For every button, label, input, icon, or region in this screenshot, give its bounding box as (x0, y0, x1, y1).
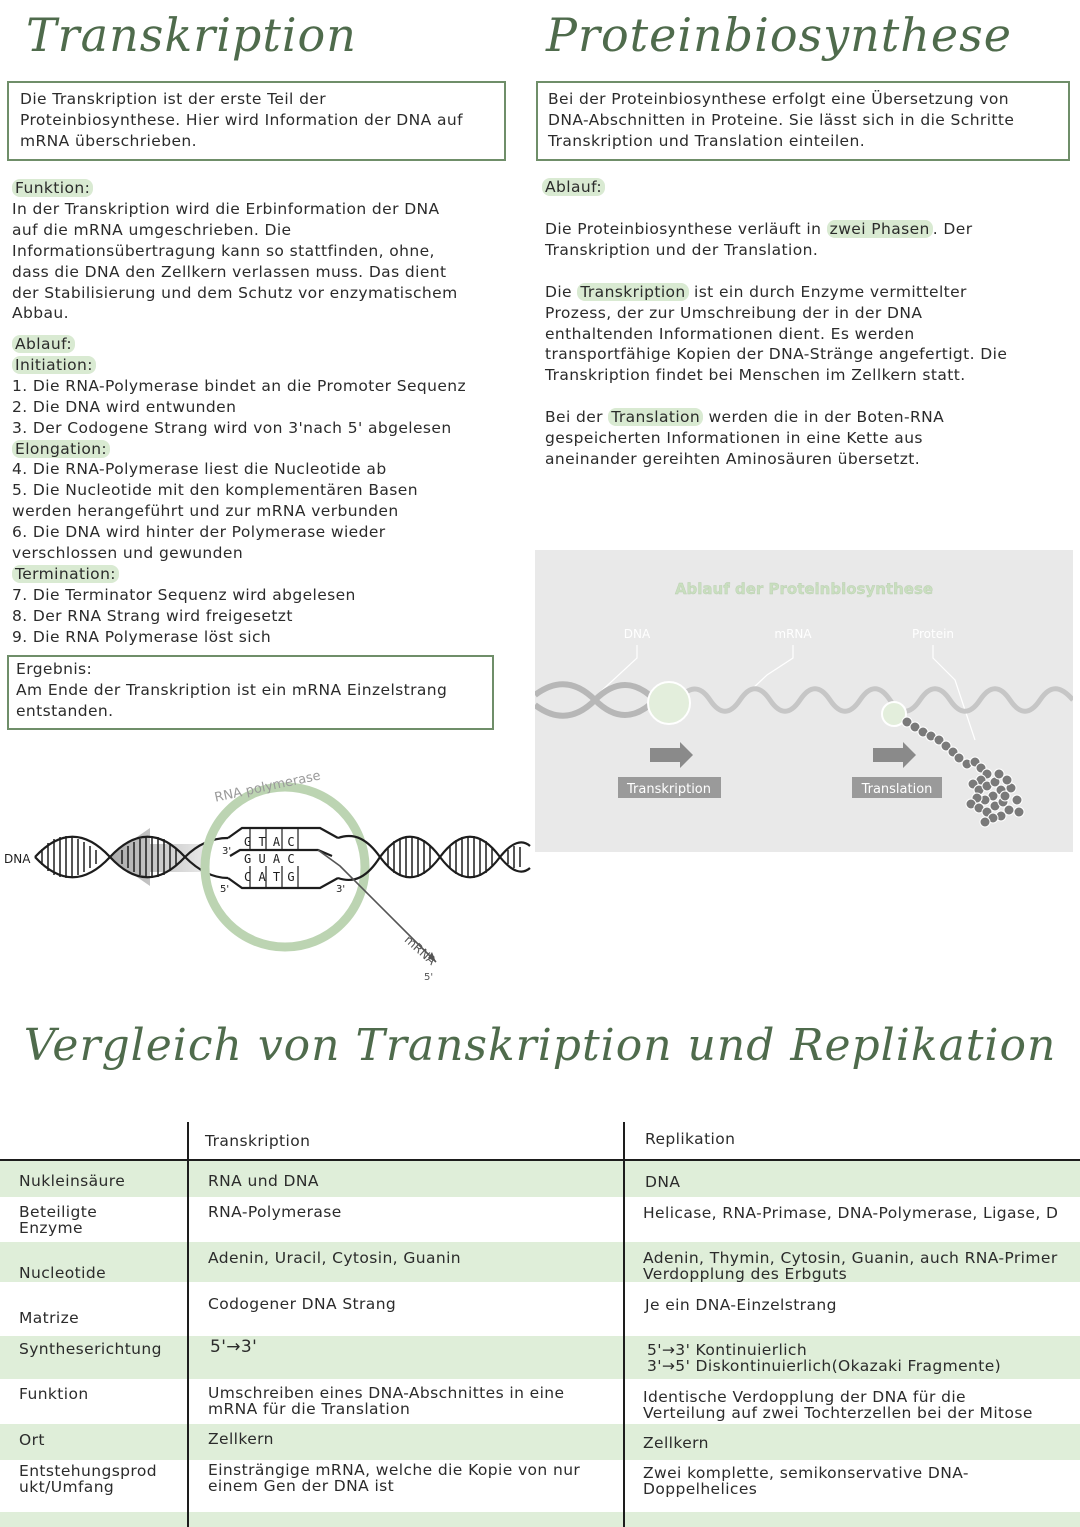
elongation-step: werden herangeführt und zur mRNA verbunden (12, 502, 399, 521)
intro-line: Bei der Proteinbiosynthese erfolgt eine Übersetzung von (548, 90, 1010, 108)
row-label: Entstehungsprod (19, 1462, 157, 1480)
cell-transkription: RNA-Polymerase (208, 1203, 342, 1221)
table-col-divider (623, 1122, 625, 1527)
highlight-translation: Translation (608, 408, 703, 426)
funktion-line: dass die DNA den Zellkern verlassen muss. Das dient (12, 262, 447, 281)
cell-replikation: Identische Verdopplung der DNA für die (643, 1388, 966, 1406)
cell-replikation: Zwei komplette, semikonservative DNA- (643, 1464, 969, 1482)
ergebnis-line: Am Ende der Transkription ist ein mRNA Einzelstrang (16, 680, 448, 699)
header-transkription: Transkription (205, 1132, 311, 1150)
prime-label: 5' (220, 884, 230, 895)
cell-replikation: 5'→3' Kontinuierlich (647, 1341, 808, 1359)
cell-transkription: RNA und DNA (208, 1172, 319, 1190)
ablauf-p1-line: Transkription und der Translation. (545, 240, 819, 259)
funktion-line: der Stabilisierung und dem Schutz vor enzymatischem (12, 283, 458, 302)
cell-transkription: mRNA für die Translation (208, 1400, 411, 1418)
ergebnis-heading: Ergebnis: (16, 660, 93, 678)
ablauf-right-section (542, 177, 1072, 470)
termination-step: 9. Die RNA Polymerase löst sich (12, 627, 272, 646)
elongation-step: 4. Die RNA-Polymerase liest die Nucleotide ab (12, 460, 387, 479)
intro-box-transkription (7, 81, 506, 161)
prime-label: 5' (424, 972, 434, 983)
row-label: Nukleinsäure (19, 1172, 126, 1190)
highlight-transkription: Transkription (577, 283, 688, 301)
btn-translation: Translation (861, 782, 933, 797)
title-proteinbiosynthese: Proteinbiosynthese (546, 8, 1012, 62)
elongation-step: verschlossen und gewunden (12, 544, 244, 563)
elongation-step: 6. Die DNA wird hinter der Polymerase wieder (12, 523, 386, 542)
cell-transkription: Einsträngige mRNA, welche die Kopie von nur (208, 1461, 581, 1479)
ablauf-p1-line: Die Proteinbiosynthese verläuft in zwei Phasen . Der (545, 219, 973, 238)
initiation-step: 2. Die DNA wird entwunden (12, 397, 237, 416)
highlight-zwei-phasen: zwei Phasen (827, 220, 933, 238)
cell-replikation: Helicase, RNA-Primase, DNA-Polymerase, Ligase, D (643, 1204, 1059, 1222)
ablauf-heading: Ablauf: (12, 335, 75, 353)
funktion-section (12, 178, 512, 324)
row-label: ukt/Umfang (19, 1478, 115, 1496)
termination-step: 8. Der RNA Strang wird freigesetzt (12, 606, 293, 625)
cell-transkription: einem Gen der DNA ist (208, 1477, 395, 1495)
table-header-line (0, 1159, 1080, 1161)
cell-replikation: DNA (645, 1173, 681, 1191)
row-label: Funktion (19, 1385, 89, 1403)
ablauf-p3-line: gespeicherten Informationen in eine Kette aus (545, 429, 923, 448)
cell-replikation: Doppelhelices (643, 1480, 758, 1498)
label-mrna: mRNA (774, 627, 812, 641)
elongation-step: 5. Die Nucleotide mit den komplementären Basen (12, 481, 418, 500)
proteinbiosynthese-svg (535, 550, 1073, 852)
funktion-line: Informationsübertragung kann so stattfinden, ohne, (12, 241, 435, 260)
intro-line: Transkription und Translation einteilen. (548, 131, 866, 150)
cell-replikation: Zellkern (643, 1434, 709, 1452)
protein-mrna-wave (675, 689, 1073, 712)
funktion-line: In der Transkription wird die Erbinformation der DNA (12, 199, 440, 218)
intro-line: mRNA überschrieben. (20, 131, 197, 150)
label-protein: Protein (911, 627, 955, 641)
intro-line: Proteinbiosynthese. Hier wird Information der DNA auf (20, 110, 463, 129)
intro-line: Die Transkription ist der erste Teil der (20, 90, 327, 108)
ergebnis-line: entstanden. (16, 701, 114, 720)
cell-transkription: Codogener DNA Strang (208, 1295, 397, 1313)
cell-transkription: Umschreiben eines DNA-Abschnittes in eine (208, 1384, 565, 1402)
funktion-heading: Funktion: (12, 179, 93, 197)
cell-replikation: Verteilung auf zwei Tochterzellen bei der Mitose (643, 1404, 1033, 1422)
initiation-step: 1. Die RNA-Polymerase bindet an die Promoter Sequenz (12, 376, 467, 395)
label-dna: DNA (4, 852, 31, 866)
cell-transkription: Zellkern (208, 1430, 274, 1448)
protein-chain (902, 717, 1024, 827)
row-label: Matrize (19, 1309, 80, 1327)
funktion-line: Abbau. (12, 304, 69, 323)
ablauf-section (12, 334, 512, 648)
ablauf-p3-line: aneinander gereihten Aminosäuren übersetzt. (545, 450, 921, 469)
row-shade (0, 1424, 1080, 1460)
ablauf-p2-line: transportfähige Kopien der DNA-Stränge angefertigt. Die (545, 345, 1008, 364)
cell-replikation: Adenin, Thymin, Cytosin, Guanin, auch RNA-Primer (643, 1249, 1058, 1267)
row-label: Beteiligte (19, 1203, 98, 1221)
bottom-bases: C A T G (244, 870, 295, 884)
top-bases: G T A C (244, 835, 295, 849)
label-dna: DNA (623, 627, 651, 641)
cell-transkription: Adenin, Uracil, Cytosin, Guanin (208, 1249, 462, 1267)
cell-transkription: 5'→3' (210, 1337, 258, 1357)
arrow-translation (873, 742, 916, 768)
ablauf-p2-line: Die Transkription ist ein durch Enzyme vermittelter (545, 282, 967, 301)
proteinbiosynthese-figure (535, 550, 1073, 852)
cell-replikation: Je ein DNA-Einzelstrang (645, 1296, 837, 1314)
table-col-divider (187, 1122, 189, 1527)
ablauf-p2-line: Prozess, der zur Umschreibung der in der DNA (545, 303, 923, 322)
figure-title: Ablauf der Proteinbiosynthese (674, 580, 934, 598)
initiation-step: 3. Der Codogene Strang wird von 3'nach 5' abgelesen (12, 418, 452, 437)
cell-replikation: 3'→5' Diskontinuierlich(Okazaki Fragmente) (647, 1357, 1002, 1375)
mid-bases: G U A C (244, 852, 295, 866)
row-label: Enzyme (19, 1219, 83, 1237)
ergebnis-box (7, 655, 494, 730)
ablauf-right-heading: Ablauf: (542, 178, 605, 196)
row-label: Nucleotide (19, 1264, 107, 1282)
initiation-heading: Initiation: (12, 356, 96, 374)
row-label: Ort (19, 1431, 45, 1449)
btn-transkription: Transkription (627, 782, 711, 797)
intro-line: DNA-Abschnitten in Proteine. Sie lässt sich in die Schritte (548, 110, 1015, 129)
row-shade (0, 1512, 1080, 1527)
polymerase-blob (648, 682, 690, 724)
title-transkription: Transkription (26, 8, 357, 62)
row-shade (0, 1160, 1080, 1197)
termination-step: 7. Die Terminator Sequenz wird abgelesen (12, 585, 356, 604)
row-label: Syntheserichtung (19, 1340, 162, 1358)
elongation-heading: Elongation: (12, 440, 110, 458)
prime-label: 3' (336, 884, 346, 895)
funktion-line: auf die mRNA umgeschrieben. Die (12, 220, 292, 239)
intro-box-proteinbiosynthese (536, 81, 1070, 161)
cell-replikation: Verdopplung des Erbguts (643, 1265, 848, 1283)
label-mrna: mRNA (401, 932, 439, 968)
ablauf-p3-line: Bei der Translation werden die in der Boten-RNA (545, 408, 945, 427)
rna-polymerase-diagram (0, 750, 535, 985)
title-vergleich: Vergleich von Transkription und Replikation (23, 1020, 1057, 1071)
termination-heading: Termination: (12, 565, 119, 583)
label-polymerase: RNA polymerase (213, 768, 323, 806)
header-replikation: Replikation (645, 1130, 736, 1148)
ablauf-p2-line: Transkription findet bei Menschen im Zellkern statt. (545, 366, 966, 385)
arrow-transkription (650, 742, 693, 768)
prime-label: 3' (222, 846, 232, 857)
ablauf-p2-line: enthaltenden Informationen dient. Es werden (545, 324, 915, 343)
